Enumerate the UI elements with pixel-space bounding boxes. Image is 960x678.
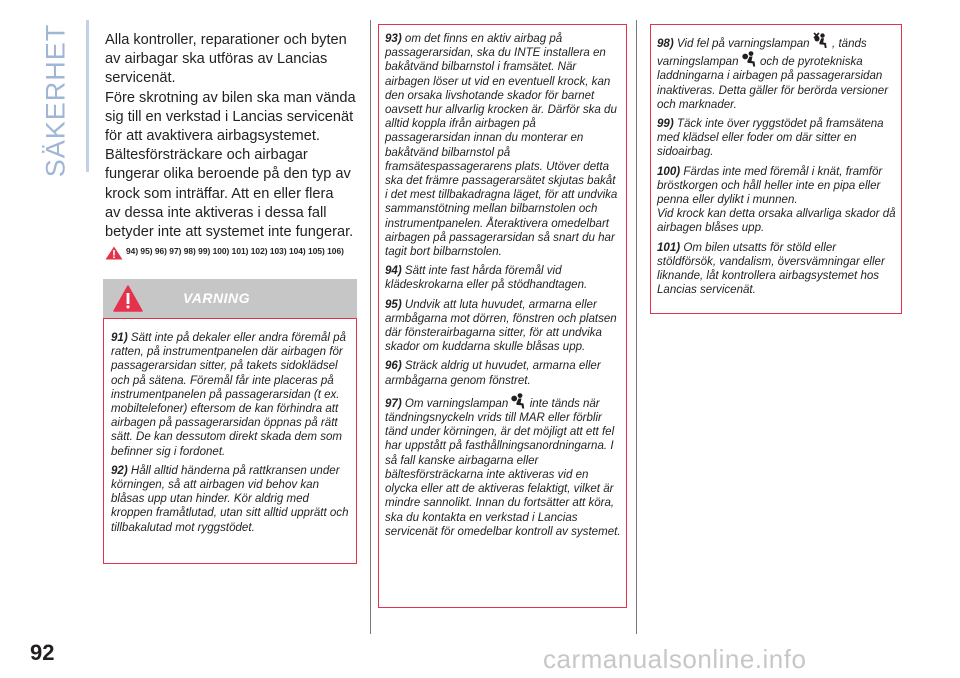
- intro-line: av airbagar ska utföras av Lancias: [105, 51, 328, 68]
- warning-number: 91): [111, 332, 128, 344]
- warning-item: [111, 464, 350, 535]
- warning-number: 92): [111, 464, 128, 477]
- warning-text: Om varningslampan: [404, 397, 509, 410]
- warning-text: Sätt inte på dekaler eller andra föremål på ratten, på instrumentpanelen där airbagen för passagerarsidan sitter, på takets sidoklädsel och på sätena. Föremål får inte placeras på instrumentpanelen på passagerarsidan (t ex. mobiltelefoner) eftersom de kan förhindra att airbagen på passagerarsidan öppnas på rätt sätt. De kan dessutom direkt skada dem som befinner sig i fordonet.: [111, 332, 346, 458]
- intro-line: Bältesförsträckare och airbagar: [105, 147, 308, 164]
- section-tab-bar: [86, 20, 89, 172]
- watermark: carmanualsonline.info: [543, 644, 807, 674]
- warning-number: 100): [657, 165, 681, 178]
- intro-line: fungerar olika beroende på den typ av: [105, 166, 351, 183]
- column-divider: [636, 20, 637, 634]
- warning-text: Undvik att luta huvudet, armarna eller armbågarna mot dörren, fönstren och platsen där fönsterairbagarna sitter, för att undvika skador om kuddarna skulle blåsas upp.: [385, 298, 617, 354]
- warning-item: [657, 117, 896, 160]
- warning-number: 98): [657, 38, 674, 50]
- varning-title: VARNING: [183, 290, 251, 306]
- warning-text: , tänds varningslampan: [657, 38, 867, 69]
- intro-line: sig till en verkstad i Lancias servicenät: [105, 108, 354, 125]
- warning-item: [385, 264, 621, 292]
- warning-text: Vid fel på varningslampan: [676, 38, 810, 50]
- intro-column: [105, 31, 363, 265]
- warning-number: 101): [657, 241, 681, 254]
- section-tab-label: SÄKERHET: [40, 23, 71, 177]
- warning-text: Färdas inte med föremål i knät, framför bröstkorgen och håll heller inte en pipa eller penna eller dylikt i munnen.: [657, 165, 883, 207]
- warning-text: Täck inte över ryggstödet på framsätena med klädsel eller foder om där sitter en sidoairbag.: [657, 118, 884, 159]
- warning-item: [657, 32, 896, 112]
- page-number: 92: [30, 640, 55, 665]
- warning-number: 96): [385, 360, 402, 373]
- airbag-seated-person-icon: [742, 51, 757, 67]
- varning-header: [103, 279, 357, 318]
- warning-box: [650, 24, 902, 314]
- warning-box: [103, 318, 357, 564]
- intro-line: Före skrotning av bilen ska man vända: [105, 89, 356, 106]
- intro-line: servicenät.: [105, 70, 176, 87]
- warning-number: 95): [385, 298, 402, 311]
- warning-text: om det finns en aktiv airbag på passagerarsidan, ska du INTE installera en bakåtvänd bilbarnstol i framsätet. När airbagen löser ut vid en eventuell krock, kan den orsaka livshotande skador för barnet oavsett hur allvarlig krocken är. Därför ska du alltid koppla ifrån airbagen på passagerarsidan innan du monterar en bakåtvänd bilbarnstol på framsätespassagerarens plats. Utöver detta ska det främre passagerarsätet skjutas bakåt i det mest tillbakadragna läget, för att undvika sammanstötning mellan bilbarnstolen och instrumentpanelen. Återaktivera omedelbart airbagen på passagerarsidan så snart du har tagit bort bilbarnstolen.: [385, 33, 618, 259]
- warning-item: [111, 331, 350, 459]
- warning-text: Håll alltid händerna på rattkransen under körningen, så att airbagen vid behov kan blåsas upp utan hinder. Kör aldrig med kroppen framåtlutad, utan sitt alltid upprätt och tillbakalutad mot ryggstödet.: [111, 464, 349, 534]
- intro-line: betyder inte att systemet inte fungerar.: [105, 224, 354, 241]
- warning-text: Sträck aldrig ut huvudet, armarna eller armbågarna genom fönstret.: [385, 360, 601, 387]
- warning-number: 94): [385, 265, 402, 278]
- warning-item: [385, 298, 621, 355]
- intro-line: krock som inträffar. Att en eller flera: [105, 185, 334, 202]
- intro-line: av dessa inte aktiveras i dessa fall: [105, 204, 327, 221]
- warning-references: [105, 246, 363, 265]
- warning-box: [378, 24, 627, 608]
- warning-number: 93): [385, 33, 402, 45]
- warning-item: [385, 32, 621, 259]
- warning-item: [657, 241, 896, 298]
- column-divider: [370, 20, 371, 634]
- warning-number: 99): [657, 118, 674, 131]
- warning-text: inte tänds när tändningsnyckeln vrids till MAR eller förblir tänd under körningen, är det möjligt att ett fel har uppstått på fasthållningsanordningarna. I så fall kanske airbagarna eller bältesförsträckarna inte aktiveras vid en olycka eller att de aktiveras felaktigt, vilket är mindre sannolikt. Innan du fortsätter att köra, ska du kontakta en verkstad i Lancias servicenät för omedelbar kontroll av systemet.: [385, 397, 621, 538]
- warning-triangle-icon: [113, 285, 143, 317]
- section-tab: [30, 23, 82, 177]
- warning-text: och de pyrotekniska laddningarna i airbagen på passagerarsidan inaktiveras. Detta gäller för berörda versioner och marknader.: [657, 56, 889, 111]
- warning-triangle-icon: [105, 246, 123, 265]
- reference-numbers: 94) 95) 96) 97) 98) 99) 100) 101) 102) 103) 104) 105) 106): [126, 246, 344, 257]
- warning-text: Sätt inte fast hårda föremål vid klädeskrokarna eller på stödhandtagen.: [385, 265, 588, 292]
- airbag-off-icon: [813, 32, 829, 49]
- warning-number: 97): [385, 397, 402, 410]
- warning-item: [657, 165, 896, 236]
- warning-text: Vid krock kan detta orsaka allvarliga skador då airbagen blåses upp.: [657, 208, 896, 235]
- intro-line: för att avaktivera airbagsystemet.: [105, 128, 320, 145]
- warning-item: [385, 359, 621, 387]
- warning-item: [385, 393, 621, 539]
- airbag-seated-person-icon: [511, 393, 526, 409]
- warning-text: Om bilen utsatts för stöld eller stöldförsök, vandalism, översvämningar eller liknande, låt kontrollera airbagsystemet hos Lancias servicenät.: [657, 241, 885, 297]
- intro-text: [105, 31, 363, 242]
- intro-line: Alla kontroller, reparationer och byten: [105, 32, 347, 48]
